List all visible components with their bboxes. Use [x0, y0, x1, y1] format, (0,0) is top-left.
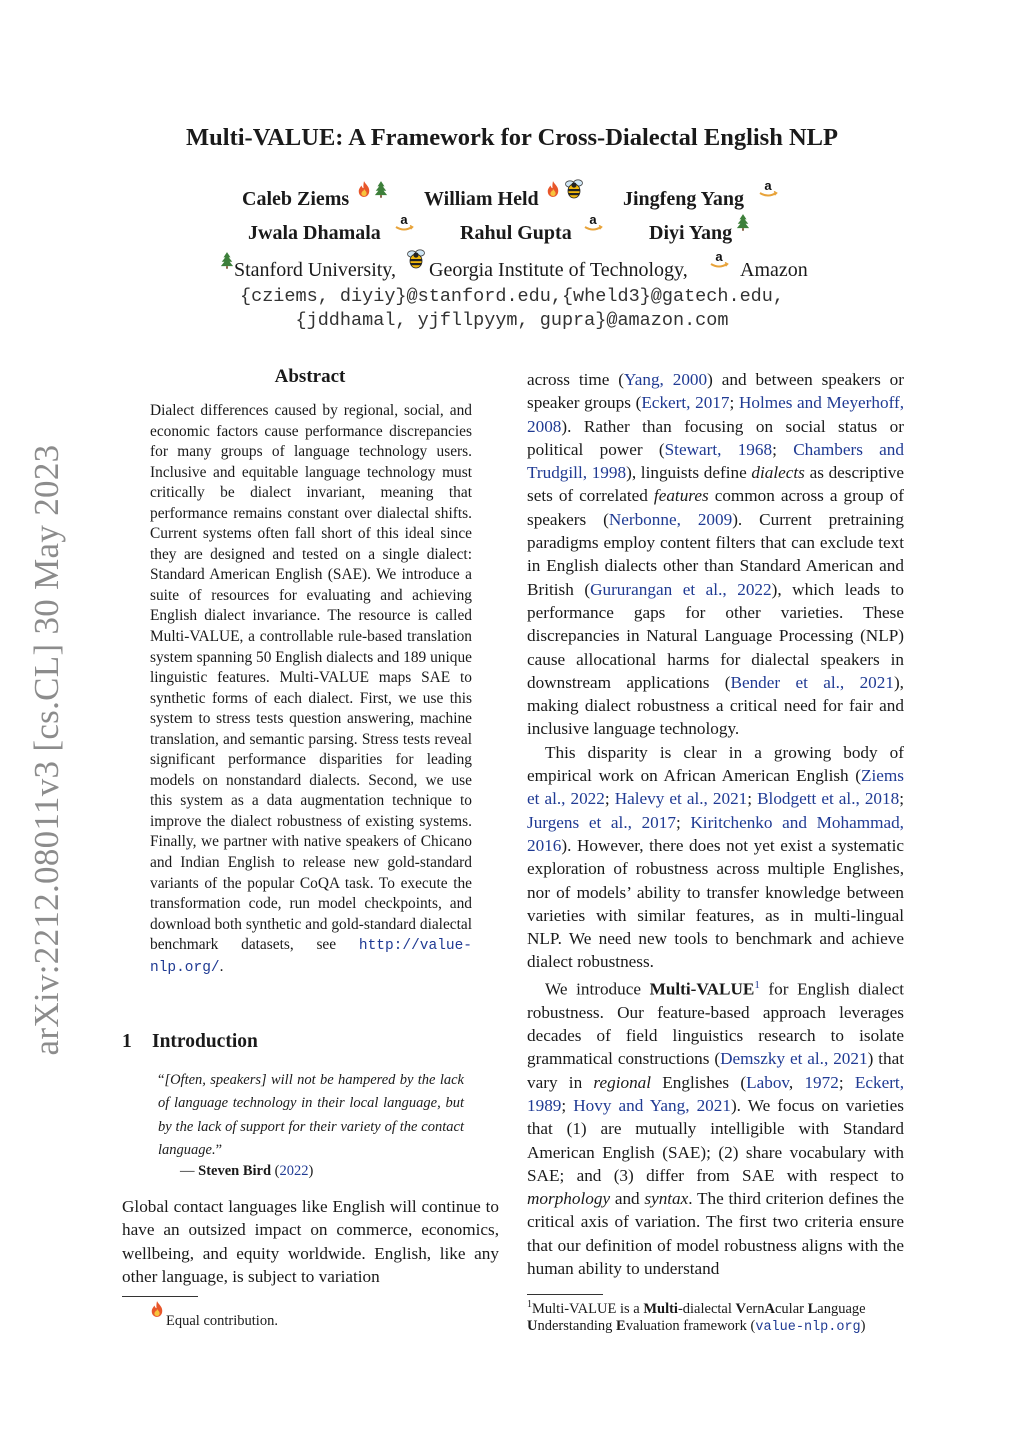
footnote-equal-contribution: Equal contribution. [166, 1313, 278, 1329]
author-caleb-ziems: Caleb Ziems [242, 188, 350, 210]
bold-letter: A [764, 1300, 775, 1317]
text: Englishes ( [651, 1072, 747, 1092]
citation-link[interactable]: Hovy and Yang, 2021 [573, 1095, 731, 1115]
text: ), which leads to performance gaps for other varieties. These discrepancies in Natural Language Processing (NLP) cause allocational harms for dialectal speakers in downstream applications ( [527, 579, 904, 692]
quote-citation-link[interactable]: 2022 [279, 1163, 309, 1179]
text: ; [561, 1095, 574, 1115]
text: ). Current pretraining paradigms employ content filters that can exclude text in English dialects other than Standard American and British ( [527, 509, 904, 599]
text: ). We focus on varieties that (1) are mutually intelligible with Standard American English (SAE); (2) share vocabulary with SAE; and (3) differ from SAE with respect to [527, 1095, 904, 1185]
text: anguage [817, 1300, 866, 1317]
flame-icon [357, 180, 371, 198]
quote-text: [Often, speakers] will not be hampered by the lack of language technology in their local language, but by the lack of support for their variety of the contact language. [158, 1072, 464, 1158]
text: ; [899, 789, 904, 809]
author-jingfeng-yang: Jingfeng Yang [623, 188, 744, 210]
emphasis: regional [593, 1072, 652, 1092]
abstract-heading: Abstract [274, 366, 346, 387]
author-rahul-gupta: Rahul Gupta [460, 222, 572, 244]
emphasis: morphology [527, 1189, 611, 1209]
amazon-icon [393, 213, 415, 235]
citation-link[interactable]: Stewart, 1968 [664, 439, 773, 459]
emails-line-1: {cziems, diyiy}@stanford.edu,{wheld3}@gatech.edu, [240, 286, 784, 307]
citation-link[interactable]: 1972 [804, 1072, 839, 1092]
citation-link[interactable]: Gururangan et al., 2022 [590, 579, 772, 599]
footnote-rule-right [527, 1294, 603, 1295]
paragraph-1 [527, 368, 904, 741]
text: ). However, there does not yet exist a systematic exploration of robustness across multiple Englishes, nor of models’ ability to transfer knowledge between varieties with similar features, as in multi-lingual NLP. We need new tools to benchmark and achieve dialect robustness. [527, 835, 904, 972]
quote-dash: — [180, 1163, 199, 1179]
abstract-url-link[interactable]: http://value-nlp.org/ [150, 938, 472, 976]
citation-link[interactable]: Jurgens et al., 2017 [527, 812, 676, 832]
abstract-text: Dialect differences caused by regional, social, and economic factors cause performance discrepancies for many groups of language technology users. Inclusive and equitable language technology must critically be dialect invariant, meaning that performance remains constant over dialectal shifts. Current systems often fall short of this ideal since they are designed and tested on a single dialect: Standard American English (SAE). We introduce a suite of resources for evaluating and achieving English dialect invariance. The resource is called Multi-VALUE, a controllable rule-based translation system spanning 50 English dialects and 189 unique linguistic features. Multi-VALUE maps SAE to synthetic forms of each dialect. First, we use this system to stress tests question answering, machine translation, and semantic parsing. Stress tests reveal significant performance disparities for leading models on nonstandard dialects. Second, we use this system as a data augmentation technique to improve the dialect robustness of existing systems. Finally, we partner with native speakers of Chicano and Indian English to release new gold-standard variants of the popular CoQA task. To execute the transformation code, run model checkpoints, and download both synthetic and gold-standard dialectal benchmark datasets, see [150, 402, 472, 954]
affiliation-amazon: Amazon [740, 259, 808, 281]
citation-link[interactable]: Eckert, 1989 [527, 1072, 904, 1115]
text: as descriptive sets of correlated [527, 463, 904, 506]
citation-link[interactable]: Eckert, 2017 [641, 393, 730, 413]
tree-icon [374, 180, 388, 198]
intro-paragraph-left: Global contact languages like English will continue to have an outsized impact on commerce, economics, wellbeing, and equity worldwide. English, like any other language, is subject to variation [122, 1197, 499, 1287]
text: ; [604, 789, 615, 809]
text: This disparity is clear in a growing body of empirical work on African American English ( [527, 742, 904, 786]
citation-link[interactable]: Halevy et al., 2021 [614, 789, 748, 809]
text: Multi-VALUE is a [532, 1300, 644, 1317]
arxiv-stamp [12, 440, 82, 1060]
text: ) that vary in [527, 1049, 904, 1092]
footnote-marker[interactable]: 1 [754, 978, 760, 991]
flame-icon [546, 180, 560, 198]
epigraph-quote [158, 1069, 464, 1162]
section-number: 1 [122, 1031, 132, 1052]
text: ) [860, 1318, 866, 1335]
author-diyi-yang: Diyi Yang [649, 222, 733, 244]
quote-author: Steven Bird [198, 1163, 272, 1179]
text: ; [675, 812, 691, 832]
text: ), linguists define [626, 463, 752, 483]
text: ; [838, 1072, 855, 1092]
emails-line-2: {jddhamal, yjfllpyym, gupra}@amazon.com [295, 310, 729, 331]
citation-link[interactable]: Nerbonne, 2009 [608, 509, 733, 529]
footnote-url-link[interactable]: value-nlp.org [755, 1320, 861, 1336]
text: across time ( [527, 370, 625, 389]
text: ; [747, 789, 758, 809]
bold-letter: U [527, 1318, 538, 1335]
author-jwala-dhamala: Jwala Dhamala [248, 222, 381, 244]
citation-link[interactable]: Kiritchenko and Mohammad, 2016 [527, 812, 904, 855]
arxiv-stamp-text: arXiv:2212.08011v3 [cs.CL] 30 May 2023 [27, 444, 66, 1056]
citation-link[interactable]: Labov [746, 1072, 789, 1092]
bold-letter: Multi [643, 1300, 678, 1317]
text: ; [729, 393, 739, 413]
amazon-icon [757, 179, 779, 201]
text: We introduce [545, 979, 650, 999]
quote-cite-open: ( [271, 1163, 280, 1179]
citation-link[interactable]: Demszky et al., 2021 [720, 1049, 868, 1069]
text: ; [772, 439, 794, 459]
footnote-rule-left [122, 1296, 198, 1297]
affiliation-gatech: Georgia Institute of Technology, [429, 259, 688, 281]
text: , [788, 1072, 805, 1092]
text: ern [746, 1300, 765, 1317]
amazon-icon [708, 250, 730, 272]
text: valuation framework ( [625, 1318, 756, 1335]
affiliation-stanford: Stanford University, [234, 259, 397, 281]
paragraph-2 [527, 741, 904, 974]
emphasis: features [653, 486, 709, 506]
citation-link[interactable]: Ziems et al., 2022 [527, 766, 904, 809]
text: ) and between speakers or speaker groups ( [527, 370, 904, 413]
quote-cite-close: ) [308, 1163, 314, 1179]
emphasis: dialects [751, 463, 805, 483]
footnote-number: 1 [527, 1299, 532, 1310]
abstract-end: . [219, 957, 224, 975]
quote-attribution [180, 1163, 313, 1180]
text: nderstanding [537, 1318, 617, 1335]
paragraph-3 [527, 974, 904, 1281]
emphasis: syntax [644, 1189, 689, 1209]
tree-icon [220, 251, 234, 269]
bold-term: Multi-VALUE [649, 979, 755, 999]
text: cular [775, 1300, 808, 1317]
text: common across a group of speakers ( [527, 486, 904, 529]
text: and [610, 1189, 645, 1209]
text: -dialectal [677, 1300, 736, 1317]
author-william-held: William Held [424, 188, 539, 210]
text: ). Rather than focusing on social status or political power ( [527, 416, 904, 459]
citation-link[interactable]: Chambers and Trudgill, 1998 [527, 439, 904, 483]
citation-link[interactable]: Blodgett et al., 2018 [757, 789, 900, 809]
flame-icon [150, 1300, 164, 1318]
text: ), making dialect robustness a critical need for fair and inclusive language technology. [527, 672, 904, 739]
citation-link[interactable]: Holmes and Meyerhoff, 2008 [527, 393, 905, 436]
quote-open-mark: “ [158, 1072, 165, 1088]
tree-icon [736, 213, 750, 231]
citation-link[interactable]: Bender et al., 2021 [730, 672, 894, 692]
footnote-1 [527, 1296, 907, 1337]
bee-icon [405, 248, 427, 270]
right-column [527, 368, 904, 1280]
bold-letter: V [735, 1300, 746, 1317]
amazon-icon [582, 213, 604, 235]
text: for English dialect robustness. Our feature-based approach leverages decades of field linguistics research to isolate grammatical constructions ( [527, 979, 904, 1069]
bee-icon [563, 178, 585, 200]
bold-letter: L [807, 1300, 818, 1317]
citation-link[interactable]: Yang, 2000 [624, 370, 708, 389]
abstract-body [150, 401, 472, 978]
paper-title: Multi-VALUE: A Framework for Cross-Dialectal English NLP [186, 124, 838, 151]
section-title: Introduction [152, 1031, 258, 1052]
text: . The third criterion defines the critical axis of variation. The first two criteria ensure that our definition of model robustness aligns with the human ability to understand [527, 1189, 904, 1279]
quote-close-mark: ” [215, 1141, 223, 1158]
bold-letter: E [616, 1318, 626, 1335]
